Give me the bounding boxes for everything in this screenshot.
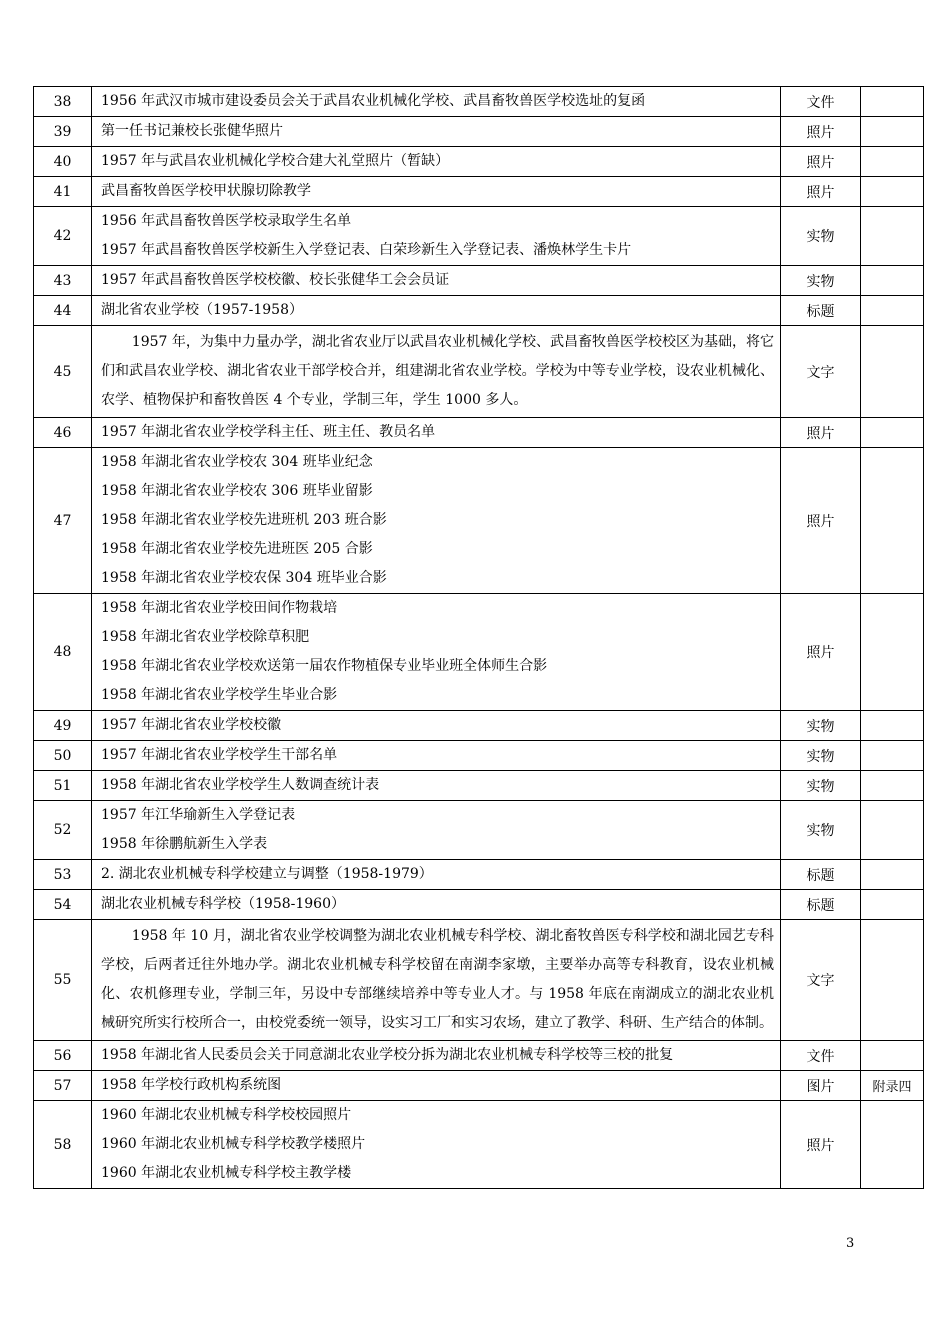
description-line: 1957 年江华瑜新生入学登记表: [101, 807, 296, 823]
row-description: [92, 326, 781, 418]
row-description: [92, 1071, 781, 1101]
table-row: [34, 1101, 924, 1189]
row-description: [92, 418, 781, 448]
row-note: [861, 1041, 924, 1071]
row-description: [92, 890, 781, 920]
row-description: [92, 448, 781, 594]
row-type: 照片: [781, 448, 861, 594]
row-type: 标题: [781, 860, 861, 890]
row-note: [861, 448, 924, 594]
row-description: [92, 594, 781, 711]
row-description: [92, 147, 781, 177]
row-description: [92, 771, 781, 801]
description-line: 1958 年湖北省农业学校先进班医 205 合影: [101, 541, 373, 557]
row-number: 56: [34, 1041, 92, 1071]
description-line: 2. 湖北农业机械专科学校建立与调整（1958-1979）: [101, 866, 433, 882]
table-row: [34, 177, 924, 207]
row-type: 实物: [781, 741, 861, 771]
table-row: [34, 1071, 924, 1101]
row-note: [861, 177, 924, 207]
row-number: 53: [34, 860, 92, 890]
table-row: [34, 890, 924, 920]
row-note: [861, 801, 924, 860]
row-description: [92, 117, 781, 147]
row-note: [861, 207, 924, 266]
row-note: [861, 594, 924, 711]
row-number: 57: [34, 1071, 92, 1101]
table-row: [34, 448, 924, 594]
table-row: [34, 266, 924, 296]
row-description: [92, 860, 781, 890]
row-number: 52: [34, 801, 92, 860]
catalog-table-body: [34, 87, 924, 1189]
row-type: 实物: [781, 266, 861, 296]
table-row: [34, 418, 924, 448]
row-number: 45: [34, 326, 92, 418]
table-row: [34, 594, 924, 711]
description-line: 武昌畜牧兽医学校甲状腺切除教学: [101, 183, 311, 199]
table-row: [34, 117, 924, 147]
description-paragraph: 1958 年 10 月，湖北省农业学校调整为湖北农业机械专科学校、湖北畜牧兽医专科学校和湖北园艺专科学校，后两者迁往外地办学。湖北农业机械专科学校留在南湖李家墩，主要举办高等专科教育，设农业机械化、农机修理专业，学制三年，另设中专部继续培养中等专业人才。与 1958 年底在南湖成立的湖北农业机械研究所实行校所合一，由校党委统一领导，设实习工厂和实习农场，建立了教学、科研、生产结合的体制。: [101, 928, 774, 1031]
table-row: [34, 1041, 924, 1071]
row-type: 文字: [781, 326, 861, 418]
row-note: [861, 87, 924, 117]
row-type: 照片: [781, 594, 861, 711]
row-description: [92, 87, 781, 117]
description-paragraph: 1957 年，为集中力量办学，湖北省农业厅以武昌农业机械化学校、武昌畜牧兽医学校校区为基础，将它们和武昌农业学校、湖北省农业干部学校合并，组建湖北省农业学校。学校为中等专业学校，设农业机械化、农学、植物保护和畜牧兽医 4 个专业，学制三年，学生 1000 多人。: [101, 334, 774, 408]
table-row: [34, 296, 924, 326]
description-line: 1958 年学校行政机构系统图: [101, 1077, 282, 1093]
row-type: 照片: [781, 418, 861, 448]
description-line: 1958 年湖北省农业学校农 306 班毕业留影: [101, 483, 373, 499]
description-line: 1958 年湖北省农业学校学生人数调查统计表: [101, 777, 380, 793]
row-note: [861, 771, 924, 801]
description-line: 1958 年湖北省农业学校先进班机 203 班合影: [101, 512, 387, 528]
row-description: [92, 207, 781, 266]
row-description: [92, 920, 781, 1041]
row-note: [861, 147, 924, 177]
table-row: [34, 147, 924, 177]
row-description: [92, 1041, 781, 1071]
row-number: 47: [34, 448, 92, 594]
row-type: 图片: [781, 1071, 861, 1101]
row-type: 照片: [781, 147, 861, 177]
table-row: [34, 771, 924, 801]
row-number: 42: [34, 207, 92, 266]
table-row: [34, 326, 924, 418]
row-note: [861, 296, 924, 326]
table-row: [34, 920, 924, 1041]
row-note: [861, 326, 924, 418]
row-number: 54: [34, 890, 92, 920]
row-type: 实物: [781, 207, 861, 266]
row-type: 文件: [781, 87, 861, 117]
row-number: 48: [34, 594, 92, 711]
description-line: 1956 年武昌畜牧兽医学校录取学生名单: [101, 213, 352, 229]
row-number: 39: [34, 117, 92, 147]
description-line: 1957 年武昌畜牧兽医学校校徽、校长张健华工会会员证: [101, 272, 450, 288]
row-note: [861, 890, 924, 920]
row-type: 实物: [781, 771, 861, 801]
row-type: 标题: [781, 296, 861, 326]
row-description: [92, 177, 781, 207]
row-number: 55: [34, 920, 92, 1041]
row-note: [861, 741, 924, 771]
row-type: 照片: [781, 177, 861, 207]
row-number: 50: [34, 741, 92, 771]
table-row: [34, 860, 924, 890]
row-description: [92, 741, 781, 771]
description-line: 1958 年湖北省人民委员会关于同意湖北农业学校分拆为湖北农业机械专科学校等三校的批复: [101, 1047, 674, 1063]
page-number: 3: [846, 1236, 855, 1251]
row-type: 标题: [781, 890, 861, 920]
row-number: 58: [34, 1101, 92, 1189]
row-note: [861, 711, 924, 741]
row-number: 44: [34, 296, 92, 326]
description-line: 湖北省农业学校（1957-1958）: [101, 302, 303, 318]
description-line: 1957 年湖北省农业学校学科主任、班主任、教员名单: [101, 424, 436, 440]
description-line: 1958 年湖北省农业学校田间作物栽培: [101, 600, 338, 616]
description-line: 1958 年湖北省农业学校除草积肥: [101, 629, 310, 645]
row-type: 实物: [781, 801, 861, 860]
row-type: 照片: [781, 1101, 861, 1189]
description-line: 1960 年湖北农业机械专科学校主教学楼: [101, 1165, 352, 1181]
row-type: 实物: [781, 711, 861, 741]
row-note: [861, 920, 924, 1041]
row-note: 附录四: [861, 1071, 924, 1101]
description-line: 1957 年与武昌农业机械化学校合建大礼堂照片（暂缺）: [101, 153, 450, 169]
table-row: [34, 711, 924, 741]
row-note: [861, 117, 924, 147]
row-description: [92, 266, 781, 296]
table-row: [34, 87, 924, 117]
row-note: [861, 860, 924, 890]
description-line: 1957 年武昌畜牧兽医学校新生入学登记表、白荣珍新生入学登记表、潘焕林学生卡片: [101, 242, 632, 258]
row-description: [92, 1101, 781, 1189]
row-number: 51: [34, 771, 92, 801]
row-note: [861, 1101, 924, 1189]
row-note: [861, 266, 924, 296]
row-number: 46: [34, 418, 92, 448]
description-line: 1958 年湖北省农业学校欢送第一届农作物植保专业毕业班全体师生合影: [101, 658, 548, 674]
row-description: [92, 296, 781, 326]
row-type: 文件: [781, 1041, 861, 1071]
description-line: 1960 年湖北农业机械专科学校教学楼照片: [101, 1136, 366, 1152]
row-number: 38: [34, 87, 92, 117]
description-line: 第一任书记兼校长张健华照片: [101, 123, 283, 139]
description-line: 1958 年湖北省农业学校农 304 班毕业纪念: [101, 454, 373, 470]
table-row: [34, 207, 924, 266]
row-number: 49: [34, 711, 92, 741]
catalog-table: [33, 86, 924, 1189]
description-line: 1958 年湖北省农业学校农保 304 班毕业合影: [101, 570, 387, 586]
description-line: 1960 年湖北农业机械专科学校校园照片: [101, 1107, 352, 1123]
row-note: [861, 418, 924, 448]
row-number: 41: [34, 177, 92, 207]
description-line: 湖北农业机械专科学校（1958-1960）: [101, 896, 345, 912]
row-description: [92, 801, 781, 860]
description-line: 1957 年湖北省农业学校校徽: [101, 717, 282, 733]
description-line: 1958 年徐鹏航新生入学表: [101, 836, 268, 852]
description-line: 1957 年湖北省农业学校学生干部名单: [101, 747, 338, 763]
row-number: 40: [34, 147, 92, 177]
row-type: 照片: [781, 117, 861, 147]
table-row: [34, 801, 924, 860]
row-number: 43: [34, 266, 92, 296]
description-line: 1958 年湖北省农业学校学生毕业合影: [101, 687, 338, 703]
row-description: [92, 711, 781, 741]
row-type: 文字: [781, 920, 861, 1041]
table-row: [34, 741, 924, 771]
description-line: 1956 年武汉市城市建设委员会关于武昌农业机械化学校、武昌畜牧兽医学校选址的复函: [101, 93, 646, 109]
